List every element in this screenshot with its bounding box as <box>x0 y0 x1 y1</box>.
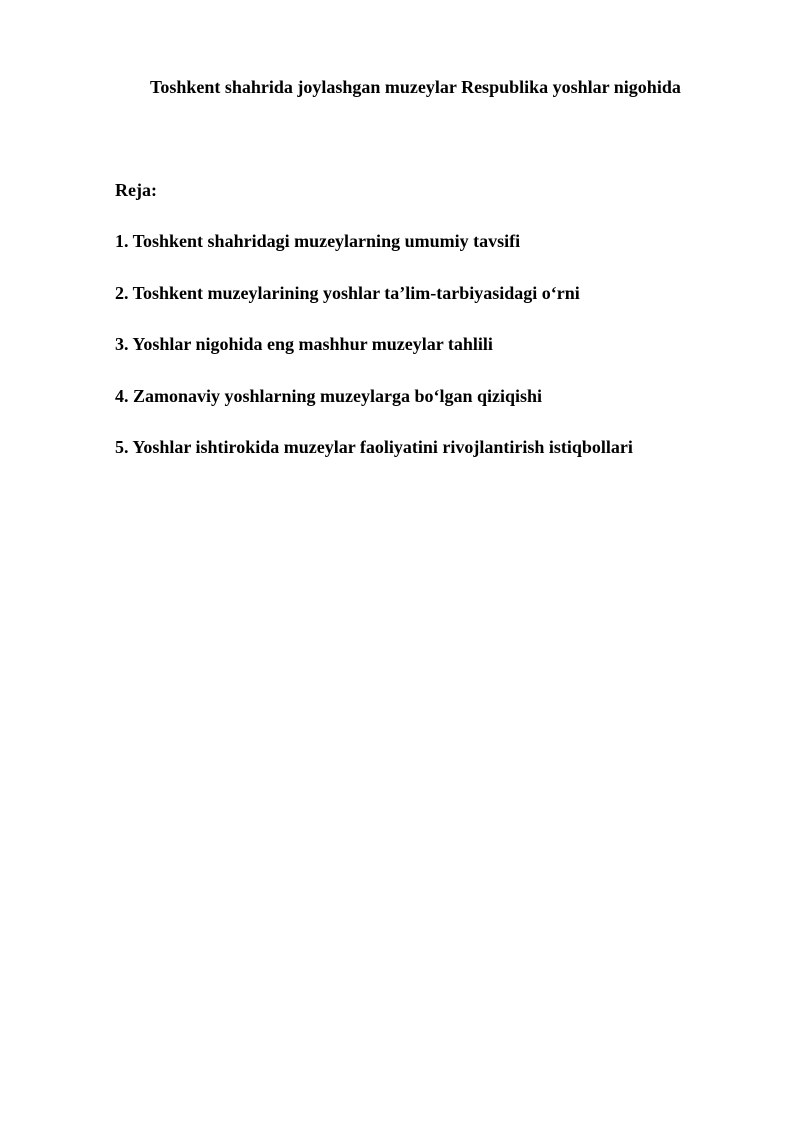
plan-item-5: 5. Yoshlar ishtirokida muzeylar faoliyatini rivojlantirish istiqbollari <box>115 437 633 457</box>
plan-item-3: 3. Yoshlar nigohida eng mashhur muzeylar tahlili <box>115 334 493 354</box>
plan-item-2: 2. Toshkent muzeylarining yoshlar ta’lim-tarbiyasidagi o‘rni <box>115 282 580 303</box>
plan-item-4: 4. Zamonaviy yoshlarning muzeylarga bo‘lgan qiziqishi <box>115 385 543 406</box>
plan-heading: Reja: <box>115 180 157 200</box>
plan-item-1: 1. Toshkent shahridagi muzeylarning umumiy tavsifi <box>115 231 521 251</box>
plan-list <box>115 230 633 488</box>
document-title: Toshkent shahrida joylashgan muzeylar Respublika yoshlar nigohida <box>150 77 681 97</box>
